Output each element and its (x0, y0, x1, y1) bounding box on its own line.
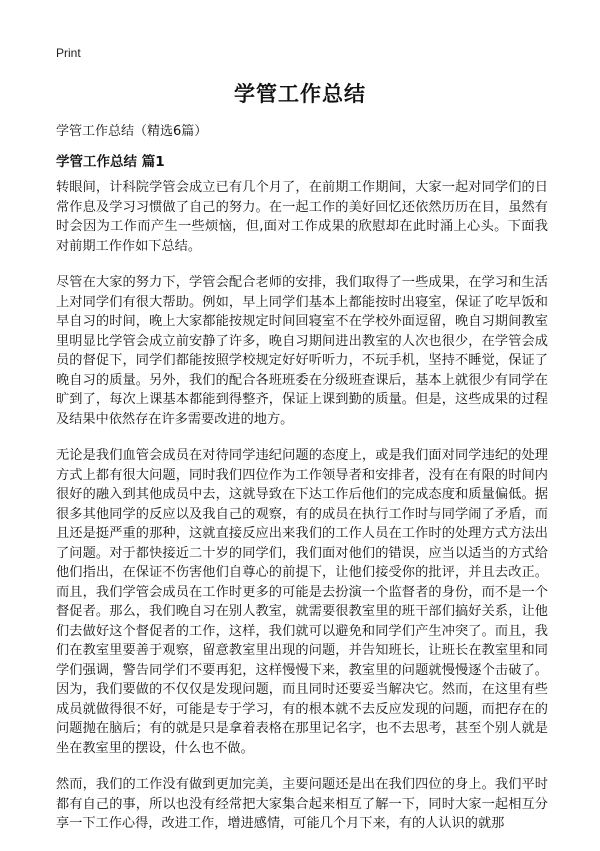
paragraph-3: 无论是我们血管会成员在对待同学违纪问题的态度上，或是我们面对同学违纪的处理方式上都有很大问题，同时我们四位作为工作领导者和安排者，没有在有限的时间内很好的融入到其他成员中去，这就导致在下达工作后他们的完成态度和质量偏低。据很多其他同学的反应以及我自己的观察，有的成员在执行工作时与同学闹了矛盾，而且还是挺严重的那种，这就直接反应出来我们的工作人员在工作时的处理方式方法出了问题。对于都快接近二十岁的同学们，我们面对他们的错误，应当以适当的方式给他们指出，在保证不伤害他们自尊心的前提下，让他们接受你的批评，并且去改正。而且，我们学管会成员在工作时更多的可能是去扮演一个监督者的身份，而不是一个督促者。那么，我们晚自习在别人教室，就需要很教室里的班干部们搞好关系，让他们去做好这个督促者的工作，这样，我们就可以避免和同学们产生冲突了。而且，我们在教室里要善于观察，留意教室里出现的问题，并告知班长，让班长在教室里和同学们强调，警告同学们不要再犯，这样慢慢下来，教室里的问题就慢慢逐个击破了。因为，我们要做的不仅仅是发现问题，而且同时还要妥当解决它。然而，在这里有些成员就做得很不好，可能是专于学习，有的根本就不去反应发现的问题，而把存在的问题抛在脑后；有的就是只是拿着表格在那里记名字，也不去思考，甚至个别人就是坐在教室里的摆设，什么也不做。 (56, 448, 548, 756)
section-heading: 学管工作总结 篇1 (56, 154, 165, 170)
paragraph-1: 转眼间，计科院学管会成立已有几个月了，在前期工作期间，大家一起对同学们的日常作息及学习习惯做了自己的努力。在一起工作的美好回忆还依然历历在目，虽然有时会因为工作而产生一些烦恼，但,面对工作成果的欣慰却在此时涌上心头。下面我对前期工作作如下总结。 (56, 180, 548, 254)
document-body (56, 178, 548, 851)
paragraph-2: 尽管在大家的努力下，学管会配合老师的安排，我们取得了一些成果，在学习和生活上对同学们有很大帮助。例如，早上同学们基本上都能按时出寝室，保证了吃早饭和早自习的时间，晚上大家都能按规定时间回寝室不在学校外面逗留，晚自习期间教室里明显比学管会成立前安静了许多，晚自习期间进出教室的人次也很少，在学管会成员的督促下，同学们都能按照学校规定好好听听力，不玩手机，坚持不睡觉，保证了晚自习的质量。另外，我们的配合各班班委在分级班查课后，基本上就很少有同学在旷到了，每次上课基本都能到得整齐，保证上课到勤的质量。但是，这些成果的过程及结果中依然存在许多需要改进的地方。 (56, 275, 548, 427)
document-title: 学管工作总结 (234, 82, 366, 106)
paragraph-4: 然而，我们的工作没有做到更加完美，主要问题还是出在我们四位的身上。我们平时都有自己的事，所以也没有经常把大家集合起来相互了解一下，同时大家一起相互分享一下工作心得，改进工作，增进感情，可能几个月下来，有的人认识的就那 (56, 777, 548, 831)
document-subtitle: 学管工作总结（精选6篇） (56, 124, 208, 139)
print-link[interactable]: Print (56, 46, 81, 60)
